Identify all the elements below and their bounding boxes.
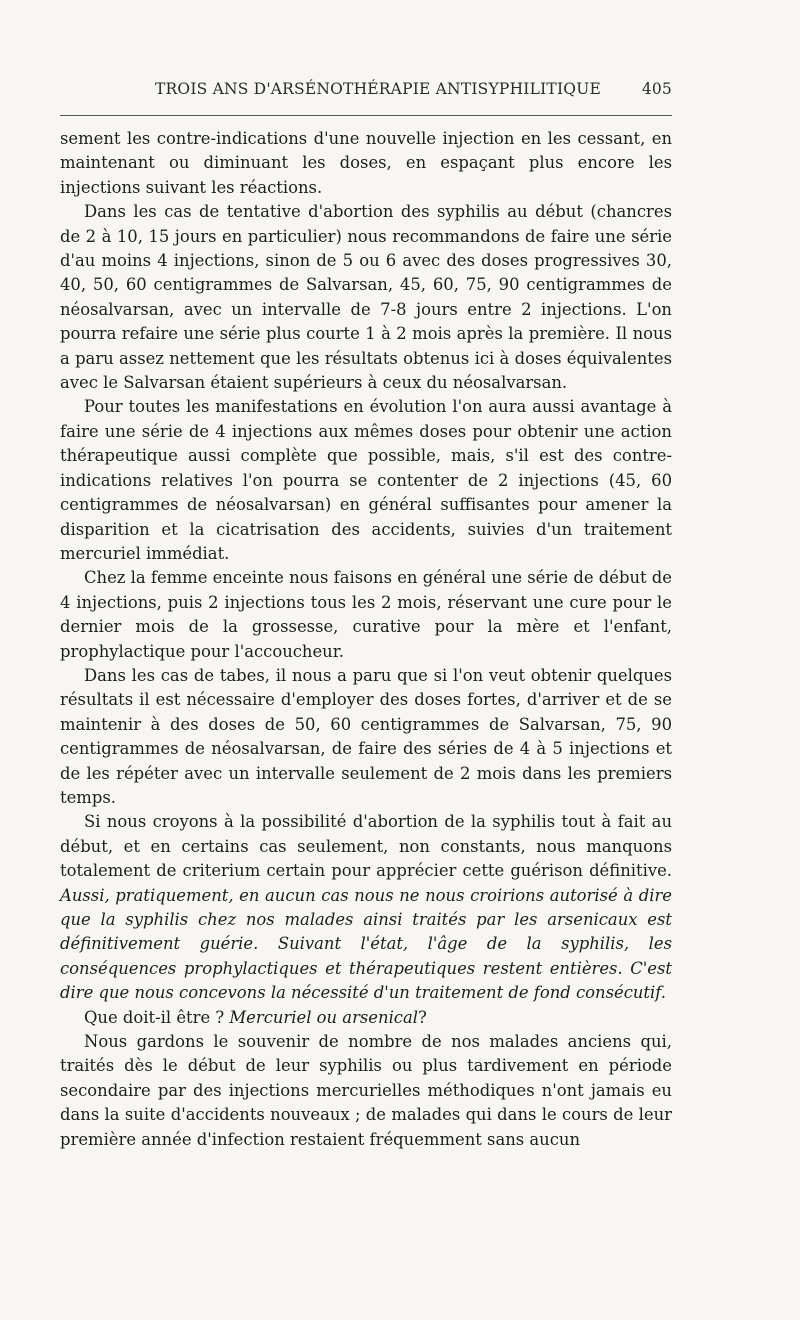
paragraph-manifestations xyxy=(60,395,672,566)
paragraph-tabes xyxy=(60,664,672,810)
running-head xyxy=(60,80,672,108)
paragraph-continuation xyxy=(60,127,672,200)
paragraph-trailing-text: ? xyxy=(418,1007,427,1027)
paragraph-text: Nous gardons le souvenir de nombre de nos malades anciens qui, traités dès le début de leur syphilis ou plus tardivement en période secondaire par des injections mercurielles méthodiques n'ont jamais eu dans la suite d'accidents nouveaux ; de malades qui dans le cours de leur première année d'infection restaient fréquemment sans aucun xyxy=(60,1032,672,1149)
paragraph-text: Dans les cas de tentative d'abortion des syphilis au début (chancres de 2 à 10, 15 jours en particulier) nous recommandons de faire une série d'au moins 4 injections, sinon de 5 ou 6 avec des doses progressives 30, 40, 50, 60 centigrammes de Salvarsan, 45, 60, 75, 90 centigrammes de néosalvarsan, avec un intervalle de 7-8 jours entre 2 injections. L'on pourra refaire une série plus courte 1 à 2 mois après la première. Il nous a paru assez nettement que les résultats obtenus ici à doses équivalentes avec le Salvarsan étaient supérieurs à ceux du néosalvarsan. xyxy=(60,202,672,393)
running-title: TROIS ANS D'ARSÉNOTHÉRAPIE ANTISYPHILITIQUE xyxy=(155,80,601,98)
body-text xyxy=(60,127,672,1152)
paragraph-text: sement les contre-indications d'une nouvelle injection en les cessant, en maintenant ou diminuant les doses, en espaçant plus encore les injections suivant les réactions. xyxy=(60,129,672,197)
paragraph-pregnancy xyxy=(60,566,672,664)
paragraph-mercurial-memory xyxy=(60,1030,672,1152)
page-number: 405 xyxy=(641,80,672,98)
paragraph-cure-criterium xyxy=(60,810,672,1005)
paragraph-text: Si nous croyons à la possibilité d'abortion de la syphilis tout à fait au début, et en certains cas seulement, non constants, nous manquons totalement de criterium certain pour apprécier cette guérison définitive. xyxy=(60,812,672,881)
header-rule xyxy=(60,115,672,116)
paragraph-text: Chez la femme enceinte nous faisons en général une série de début de 4 injections, puis 2 injections tous les 2 mois, réservant une cure pour le dernier mois de la grossesse, curative pour la mère et l'enfant, prophylactique pour l'accoucheur. xyxy=(60,568,672,661)
paragraph-text: Que doit-il être ? xyxy=(84,1007,225,1027)
paragraph-text: Dans les cas de tabes, il nous a paru que si l'on veut obtenir quelques résultats il est nécessaire d'employer des doses fortes, d'arriver et de se maintenir à des doses de 50, 60 centigrammes de Salvarsan, 75, 90 centigrammes de néosalvarsan, de faire des séries de 4 à 5 injections et de les répéter avec un intervalle seulement de 2 mois dans les premiers temps. xyxy=(60,665,672,807)
paragraph-italic-text: Aussi, pratiquement, en aucun cas nous ne nous croirions autorisé à dire que la syphilis chez nos malades ainsi traités par les arsenicaux est définitivement guérie. Suivant l'état, l'âge de la syphilis, les conséquences prophylactiques et thérapeutiques restent entières. C'est dire que nous concevons la nécessité d'un traitement de fond consécutif. xyxy=(60,885,672,1003)
paragraph-abortion-dosage xyxy=(60,200,672,395)
paragraph-question xyxy=(60,1006,672,1030)
paragraph-text: Pour toutes les manifestations en évolution l'on aura aussi avantage à faire une série de 4 injections aux mêmes doses pour obtenir une action thérapeutique aussi complète que possible, mais, s'il est des contre-indications relatives l'on pourra se contenter de 2 injections (45, 60 centigrammes de néosalvarsan) en général suffisantes pour amener la disparition et la cicatrisation des accidents, suivies d'un traitement mercuriel immédiat. xyxy=(60,397,672,563)
paragraph-italic-text: Mercuriel ou arsenical xyxy=(229,1007,419,1027)
